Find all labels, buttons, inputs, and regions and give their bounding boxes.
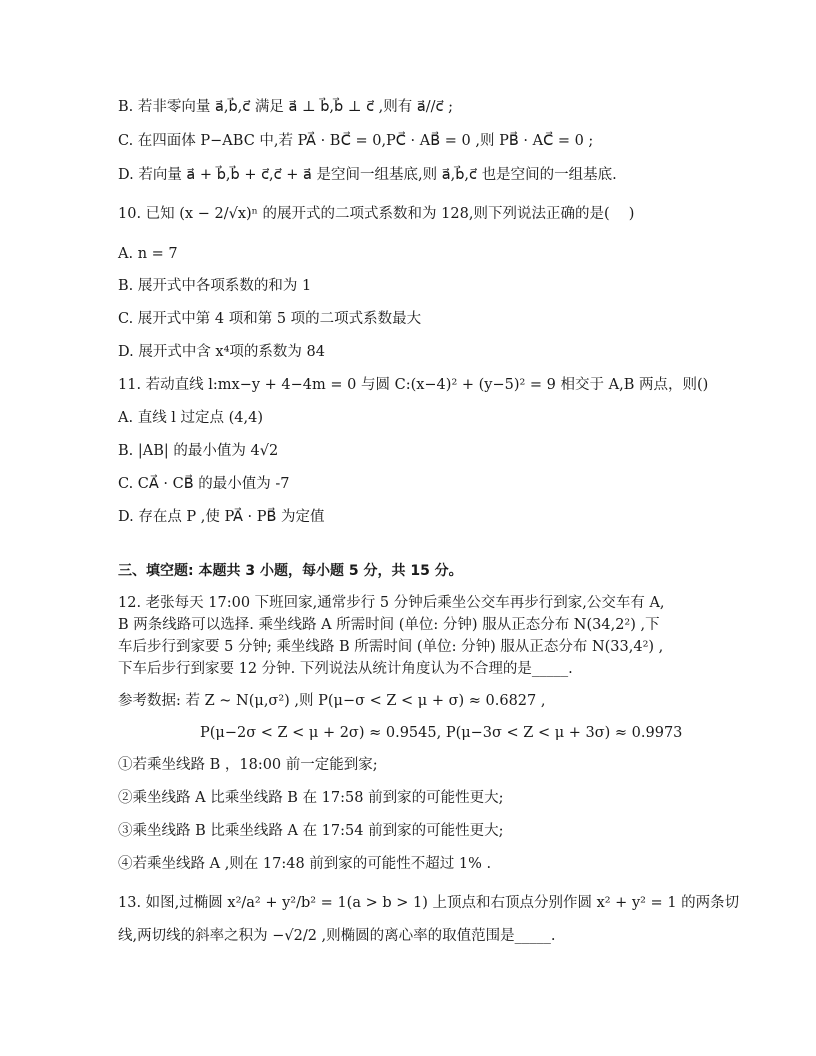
q11-stem: 11. 若动直线 l:mx−y + 4−4m = 0 与圆 C:(x−4)² + (y−5)² = 9 相交于 A,B 两点，则() (118, 377, 709, 393)
q10-option-a: A. n = 7 (118, 246, 178, 262)
q12-statement-4: ④若乘坐线路 A ,则在 17:48 前到家的可能性不超过 1% . (118, 856, 492, 872)
q9-option-d: D. 若向量 a⃗ + b⃗,b⃗ + c⃗,c⃗ + a⃗ 是空间一组基底,则 a⃗,b⃗,c⃗ 也是空间的一组基底. (118, 167, 617, 183)
q11-option-b: B. |AB| 的最小值为 4√2 (118, 443, 279, 459)
q12-statement-1: ①若乘坐线路 B ，18:00 前一定能到家; (118, 757, 378, 773)
q12-statement-2: ②乘坐线路 A 比乘坐线路 B 在 17:58 前到家的可能性更大; (118, 790, 504, 806)
q10-stem: 10. 已知 (x − 2/√x)ⁿ 的展开式的二项式系数和为 128,则下列说法正确的是( ) (118, 206, 635, 222)
q10-option-c: C. 展开式中第 4 项和第 5 项的二项式系数最大 (118, 311, 422, 327)
q12-stem-line3: 车后步行到家要 5 分钟; 乘坐线路 B 所需时间 (单位: 分钟) 服从正态分布 N(33,4²) , (118, 639, 664, 655)
q10-option-b: B. 展开式中各项系数的和为 1 (118, 278, 312, 294)
q13-stem-line2: 线,两切线的斜率之积为 −√2/2 ,则椭圆的离心率的取值范围是_____. (118, 928, 556, 944)
q12-stem-line1: 12. 老张每天 17:00 下班回家,通常步行 5 分钟后乘坐公交车再步行到家,公交车有 A, (118, 595, 665, 611)
q12-statement-3: ③乘坐线路 B 比乘坐线路 A 在 17:54 前到家的可能性更大; (118, 823, 504, 839)
q11-option-c: C. CA⃗ · CB⃗ 的最小值为 -7 (118, 476, 290, 492)
section-heading: 三、填空题: 本题共 3 小题，每小题 5 分，共 15 分。 (118, 563, 463, 579)
q12-stem-line2: B 两条线路可以选择. 乘坐线路 A 所需时间 (单位: 分钟) 服从正态分布 N(34,2²) ,下 (118, 617, 660, 633)
q11-option-d: D. 存在点 P ,使 PA⃗ · PB⃗ 为定值 (118, 509, 325, 525)
reference-data-line2: P(μ−2σ < Z < μ + 2σ) ≈ 0.9545, P(μ−3σ < Z < μ + 3σ) ≈ 0.9973 (200, 725, 683, 741)
q10-option-d: D. 展开式中含 x⁴项的系数为 84 (118, 344, 325, 360)
reference-data-line1: 参考数据: 若 Z ~ N(μ,σ²) ,则 P(μ−σ < Z < μ + σ) ≈ 0.6827 , (118, 693, 546, 709)
q11-option-a: A. 直线 l 过定点 (4,4) (118, 410, 264, 426)
q9-option-c: C. 在四面体 P−ABC 中,若 PA⃗ · BC⃗ = 0,PC⃗ · AB⃗ = 0 ,则 PB⃗ · AC⃗ = 0 ; (118, 133, 594, 149)
q13-stem-line1: 13. 如图,过椭圆 x²/a² + y²/b² = 1(a > b > 1) 上顶点和右顶点分别作圆 x² + y² = 1 的两条切 (118, 895, 740, 911)
q12-stem-line4: 下车后步行到家要 12 分钟. 下列说法从统计角度认为不合理的是_____. (118, 661, 573, 677)
q9-option-b: B. 若非零向量 a⃗,b⃗,c⃗ 满足 a⃗ ⊥ b⃗,b⃗ ⊥ c⃗ ,则有 a⃗//c⃗ ; (118, 99, 454, 115)
